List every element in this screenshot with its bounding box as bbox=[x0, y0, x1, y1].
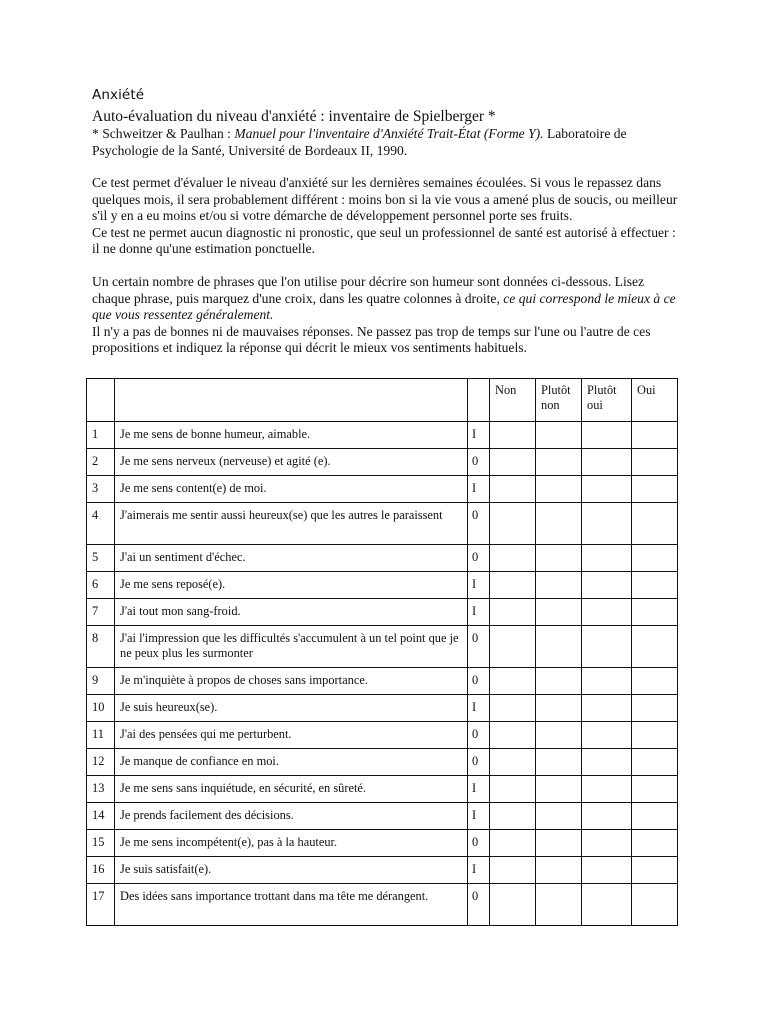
answer-plutot-non-cell[interactable] bbox=[536, 830, 582, 857]
header-score-cell bbox=[468, 379, 490, 422]
header-num-cell bbox=[87, 379, 115, 422]
answer-plutot-oui-cell[interactable] bbox=[582, 857, 632, 884]
item-number: 10 bbox=[87, 695, 115, 722]
answer-non-cell[interactable] bbox=[490, 572, 536, 599]
table-row bbox=[87, 476, 678, 503]
item-score: 0 bbox=[468, 545, 490, 572]
answer-plutot-oui-cell[interactable] bbox=[582, 749, 632, 776]
answer-plutot-non-cell[interactable] bbox=[536, 749, 582, 776]
table-row bbox=[87, 695, 678, 722]
item-statement: J'ai tout mon sang-froid. bbox=[115, 599, 468, 626]
answer-non-cell[interactable] bbox=[490, 599, 536, 626]
answer-oui-cell[interactable] bbox=[632, 722, 678, 749]
table-row bbox=[87, 572, 678, 599]
item-statement: Je me sens nerveux (nerveuse) et agité (e). bbox=[115, 449, 468, 476]
item-score: 0 bbox=[468, 626, 490, 668]
table-row bbox=[87, 749, 678, 776]
table-row bbox=[87, 803, 678, 830]
answer-plutot-non-cell[interactable] bbox=[536, 722, 582, 749]
answer-oui-cell[interactable] bbox=[632, 503, 678, 545]
answer-non-cell[interactable] bbox=[490, 422, 536, 449]
answer-non-cell[interactable] bbox=[490, 626, 536, 668]
answer-non-cell[interactable] bbox=[490, 449, 536, 476]
intro-paragraph-2: Ce test ne permet aucun diagnostic ni pronostic, que seul un professionnel de santé est autorisé à effectuer : il ne donne qu'une estimation ponctuelle. bbox=[92, 224, 676, 257]
answer-oui-cell[interactable] bbox=[632, 857, 678, 884]
reference-suffix: Laboratoire de Psychologie de la Santé, Université de Bordeaux II, 1990. bbox=[92, 126, 627, 158]
item-number: 2 bbox=[87, 449, 115, 476]
answer-plutot-non-cell[interactable] bbox=[536, 668, 582, 695]
table-row bbox=[87, 668, 678, 695]
answer-plutot-oui-cell[interactable] bbox=[582, 572, 632, 599]
answer-oui-cell[interactable] bbox=[632, 830, 678, 857]
item-statement: J'aimerais me sentir aussi heureux(se) que les autres le paraissent bbox=[115, 503, 468, 545]
document-page bbox=[92, 86, 682, 357]
answer-non-cell[interactable] bbox=[490, 545, 536, 572]
item-number: 6 bbox=[87, 572, 115, 599]
answer-plutot-oui-cell[interactable] bbox=[582, 803, 632, 830]
answer-plutot-non-cell[interactable] bbox=[536, 449, 582, 476]
item-number: 14 bbox=[87, 803, 115, 830]
answer-plutot-oui-cell[interactable] bbox=[582, 695, 632, 722]
answer-oui-cell[interactable] bbox=[632, 626, 678, 668]
item-score: I bbox=[468, 695, 490, 722]
answer-plutot-non-cell[interactable] bbox=[536, 476, 582, 503]
document-title: Auto-évaluation du niveau d'anxiété : inventaire de Spielberger * bbox=[92, 108, 496, 125]
item-number: 15 bbox=[87, 830, 115, 857]
answer-plutot-non-cell[interactable] bbox=[536, 572, 582, 599]
answer-plutot-oui-cell[interactable] bbox=[582, 884, 632, 926]
table-header-row bbox=[87, 379, 678, 422]
answer-oui-cell[interactable] bbox=[632, 422, 678, 449]
answer-plutot-non-cell[interactable] bbox=[536, 776, 582, 803]
item-statement: J'ai l'impression que les difficultés s'accumulent à un tel point que je ne peux plus les surmonter bbox=[115, 626, 468, 668]
instructions-text: Un certain nombre de phrases que l'on utilise pour décrire son humeur sont données ci-dessous. Lisez chaque phrase, puis marquez d'une croix, dans les quatre colonnes à droite, bbox=[92, 273, 645, 306]
answer-non-cell[interactable] bbox=[490, 476, 536, 503]
item-statement: Je me sens de bonne humeur, aimable. bbox=[115, 422, 468, 449]
item-score: 0 bbox=[468, 449, 490, 476]
item-number: 1 bbox=[87, 422, 115, 449]
answer-non-cell[interactable] bbox=[490, 695, 536, 722]
item-number: 4 bbox=[87, 503, 115, 545]
item-statement: Je suis satisfait(e). bbox=[115, 857, 468, 884]
item-number: 9 bbox=[87, 668, 115, 695]
reference-citation bbox=[92, 126, 682, 159]
answer-oui-cell[interactable] bbox=[632, 545, 678, 572]
header-non: Non bbox=[490, 379, 536, 422]
table-row bbox=[87, 449, 678, 476]
section-title: Anxiété bbox=[92, 87, 145, 103]
item-score: 0 bbox=[468, 884, 490, 926]
instructions-emphasis: ce qui correspond le mieux à ce que vous ressentez généralement. bbox=[92, 290, 676, 323]
instructions-note: Il n'y a pas de bonnes ni de mauvaises réponses. Ne passez pas trop de temps sur l'une ou l'autre de ces propositions et indiquez la réponse qui décrit le mieux vos sentiments habituels. bbox=[92, 323, 651, 356]
item-statement: Je me sens content(e) de moi. bbox=[115, 476, 468, 503]
table-row bbox=[87, 776, 678, 803]
answer-plutot-oui-cell[interactable] bbox=[582, 476, 632, 503]
answer-plutot-non-cell[interactable] bbox=[536, 599, 582, 626]
table-row bbox=[87, 722, 678, 749]
item-statement: Je me sens incompétent(e), pas à la hauteur. bbox=[115, 830, 468, 857]
item-score: I bbox=[468, 422, 490, 449]
table-row bbox=[87, 857, 678, 884]
item-statement: J'ai un sentiment d'échec. bbox=[115, 545, 468, 572]
answer-non-cell[interactable] bbox=[490, 668, 536, 695]
header-plutot-non: Plutôt non bbox=[536, 379, 582, 422]
item-number: 8 bbox=[87, 626, 115, 668]
item-number: 16 bbox=[87, 857, 115, 884]
answer-oui-cell[interactable] bbox=[632, 884, 678, 926]
answer-plutot-non-cell[interactable] bbox=[536, 503, 582, 545]
table-row bbox=[87, 830, 678, 857]
answer-plutot-non-cell[interactable] bbox=[536, 695, 582, 722]
answer-plutot-non-cell[interactable] bbox=[536, 626, 582, 668]
answer-plutot-oui-cell[interactable] bbox=[582, 830, 632, 857]
item-score: I bbox=[468, 476, 490, 503]
answer-plutot-non-cell[interactable] bbox=[536, 884, 582, 926]
answer-oui-cell[interactable] bbox=[632, 695, 678, 722]
item-number: 5 bbox=[87, 545, 115, 572]
answer-oui-cell[interactable] bbox=[632, 776, 678, 803]
intro-paragraph-1: Ce test permet d'évaluer le niveau d'anxiété sur les dernières semaines écoulées. Si vous le repassez dans quelques mois, il sera probablement différent : moins bon si la vie vous a amené plus de soucis, ou meilleur s'il y en a eu moins et/ou si votre démarche de développement personnel porte ses fruits. bbox=[92, 175, 678, 224]
table-row bbox=[87, 545, 678, 572]
answer-non-cell[interactable] bbox=[490, 776, 536, 803]
answer-oui-cell[interactable] bbox=[632, 803, 678, 830]
answer-oui-cell[interactable] bbox=[632, 572, 678, 599]
item-number: 17 bbox=[87, 884, 115, 926]
answer-plutot-oui-cell[interactable] bbox=[582, 422, 632, 449]
table-row bbox=[87, 422, 678, 449]
item-number: 7 bbox=[87, 599, 115, 626]
item-score: I bbox=[468, 599, 490, 626]
item-number: 12 bbox=[87, 749, 115, 776]
reference-prefix: * Schweitzer & Paulhan : bbox=[92, 126, 235, 141]
answer-plutot-oui-cell[interactable] bbox=[582, 776, 632, 803]
table-row bbox=[87, 626, 678, 668]
answer-plutot-oui-cell[interactable] bbox=[582, 545, 632, 572]
table-row bbox=[87, 503, 678, 545]
answer-oui-cell[interactable] bbox=[632, 668, 678, 695]
header-statement-cell bbox=[115, 379, 468, 422]
answer-non-cell[interactable] bbox=[490, 803, 536, 830]
item-statement: Je me sens reposé(e). bbox=[115, 572, 468, 599]
answer-plutot-non-cell[interactable] bbox=[536, 545, 582, 572]
reference-title: Manuel pour l'inventaire d'Anxiété Trait-État (Forme Y). bbox=[234, 126, 544, 141]
table-row bbox=[87, 599, 678, 626]
answer-plutot-oui-cell[interactable] bbox=[582, 599, 632, 626]
item-score: 0 bbox=[468, 722, 490, 749]
item-number: 13 bbox=[87, 776, 115, 803]
item-score: 0 bbox=[468, 749, 490, 776]
item-statement: Des idées sans importance trottant dans ma tête me dérangent. bbox=[115, 884, 468, 926]
answer-plutot-oui-cell[interactable] bbox=[582, 503, 632, 545]
header-plutot-oui: Plutôt oui bbox=[582, 379, 632, 422]
answer-plutot-oui-cell[interactable] bbox=[582, 722, 632, 749]
item-score: 0 bbox=[468, 503, 490, 545]
item-score: 0 bbox=[468, 668, 490, 695]
item-statement: Je m'inquiète à propos de choses sans importance. bbox=[115, 668, 468, 695]
answer-non-cell[interactable] bbox=[490, 884, 536, 926]
answer-plutot-oui-cell[interactable] bbox=[582, 626, 632, 668]
item-statement: Je me sens sans inquiétude, en sécurité, en sûreté. bbox=[115, 776, 468, 803]
item-score: I bbox=[468, 776, 490, 803]
item-statement: Je manque de confiance en moi. bbox=[115, 749, 468, 776]
item-number: 3 bbox=[87, 476, 115, 503]
item-statement: J'ai des pensées qui me perturbent. bbox=[115, 722, 468, 749]
table-row bbox=[87, 884, 678, 926]
answer-plutot-non-cell[interactable] bbox=[536, 857, 582, 884]
answer-plutot-non-cell[interactable] bbox=[536, 803, 582, 830]
answer-plutot-non-cell[interactable] bbox=[536, 422, 582, 449]
answer-non-cell[interactable] bbox=[490, 749, 536, 776]
item-score: I bbox=[468, 857, 490, 884]
answer-non-cell[interactable] bbox=[490, 830, 536, 857]
item-statement: Je prends facilement des décisions. bbox=[115, 803, 468, 830]
instructions-paragraph bbox=[92, 274, 682, 324]
answer-non-cell[interactable] bbox=[490, 857, 536, 884]
item-score: I bbox=[468, 803, 490, 830]
answer-oui-cell[interactable] bbox=[632, 476, 678, 503]
answer-plutot-oui-cell[interactable] bbox=[582, 449, 632, 476]
header-oui: Oui bbox=[632, 379, 678, 422]
item-statement: Je suis heureux(se). bbox=[115, 695, 468, 722]
answer-non-cell[interactable] bbox=[490, 722, 536, 749]
answer-non-cell[interactable] bbox=[490, 503, 536, 545]
answer-oui-cell[interactable] bbox=[632, 599, 678, 626]
item-score: I bbox=[468, 572, 490, 599]
answer-plutot-oui-cell[interactable] bbox=[582, 668, 632, 695]
item-number: 11 bbox=[87, 722, 115, 749]
questionnaire-table bbox=[86, 378, 678, 926]
answer-oui-cell[interactable] bbox=[632, 449, 678, 476]
answer-oui-cell[interactable] bbox=[632, 749, 678, 776]
item-score: 0 bbox=[468, 830, 490, 857]
